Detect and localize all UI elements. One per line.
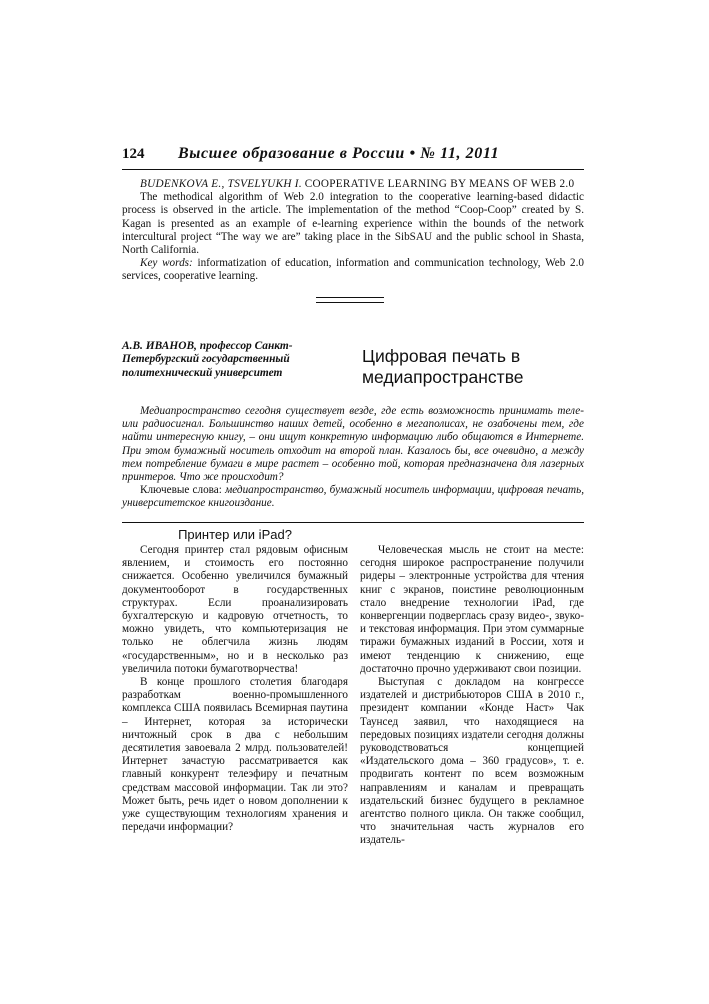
english-keywords-text: informatization of education, information and communication technology, Web 2.0 services, cooperative learning.	[122, 257, 585, 283]
right-column	[360, 544, 584, 848]
header-rule	[122, 169, 584, 170]
end-rule-bottom	[316, 302, 384, 303]
citation-authors: BUDENKOVA E., TSVELYUKH I.	[140, 178, 302, 190]
english-abstract-body: The methodical algorithm of Web 2.0 integration to the cooperative learning-based didactic process is observed in the article. The implementation of the method “Coop-Coop” created by S. Kagan is presented as an example of e-learning experience within the bounds of the network intercultural project “The way we are” taking place in the SibSAU and the public school in Shasta, North California.	[122, 191, 584, 257]
left-paragraph-1: Сегодня принтер стал рядовым офисным явлением, и стоимость его постоянно снижается. Особенно увеличился бумажный документооборот в государственных структурах. Если проанализировать бухгалтерскую и кадровую отчетность, то можно увидеть, что компьютеризация не только не облегчила жизнь людям «государственным», но и в несколько раз увеличила потоки бумаготворчества!	[122, 544, 348, 675]
russian-keywords-label: Ключевые слова:	[140, 484, 222, 497]
left-paragraph-2: В конце прошлого столетия благодаря разработкам военно-промышленного комплекса США появилась Всемирная паутина – Интернет, которая за исторически ничтожный срок в два с небольшим десятилетия завоевала 2 млрд. пользователей! Интернет зачастую рассматривается как главный конкурент телеэфиру и печатным средствам массовой информации. Так ли это? Может быть, речь идет о новом дополнении к уже существующим технологиям хранения и передачи информации?	[122, 676, 348, 834]
end-rule-top	[316, 297, 384, 298]
citation-title: COOPERATIVE LEARNING BY MEANS OF WEB 2.0	[304, 178, 575, 190]
russian-keywords-text: медиапространство, бумажный носитель информации, цифровая печать, университетское книгоиздание.	[122, 484, 585, 510]
page-number: 124	[122, 146, 145, 162]
english-abstract	[122, 178, 584, 284]
english-keywords	[122, 257, 584, 283]
right-paragraph-2: Выступая с докладом на конгрессе издателей и дистрибьюторов США в 2010 г., президент компании «Конде Наст» Чак Таунсед заявил, что находящиеся на передовых позициях издатели сегодня должны руководствоваться концепцией «Издательского дома – 360 градусов», т. е. продвигать контент по всем возможным направлениям и каналам и превращать издательский бизнес будущего в рекламное агентство полного цикла. Он также сообщил, что значительная часть журналов его издатель-	[360, 676, 584, 847]
section-rule	[122, 522, 584, 523]
english-keywords-label: Key words:	[140, 257, 193, 270]
russian-abstract	[122, 405, 584, 511]
russian-abstract-body: Медиапространство сегодня существует везде, где есть возможность принимать теле- или радиосигнал. Большинство наших детей, особенно в мегаполисах, не озабочены тем, где найти интересную книгу, – они ищут конкретную информацию либо общаются в Интернете. При этом бумажный носитель отходит на второй план. Казалось бы, все очевидно, а между тем потребление бумаги в мире растет – особенно той, которая предназначена для лазерных принтеров. Что же происходит?	[122, 405, 584, 484]
left-column	[122, 544, 348, 834]
section-heading: Принтер или iPad?	[178, 527, 292, 542]
author-block: А.В. ИВАНОВ, профессор Санкт-Петербургский государственный политехнический университет	[122, 340, 293, 379]
right-paragraph-1: Человеческая мысль не стоит на месте: сегодня широкое распространение получили ридеры – электронные устройства для чтения книг с экранов, поистине революционным стало внедрение технологии iPad, где конвергенции подверглась сразу видео-, звуко- и текстовая информация. При этом суммарные тиражи бумажных изданий в России, хотя и имеют тенденцию к снижению, еще достаточно прочно удерживают свои позиции.	[360, 544, 584, 675]
running-head: Высшее образование в России • № 11, 2011	[178, 145, 500, 162]
article-title: Цифровая печать в медиапространстве	[362, 346, 524, 387]
russian-keywords	[122, 484, 584, 510]
english-citation	[122, 178, 584, 191]
